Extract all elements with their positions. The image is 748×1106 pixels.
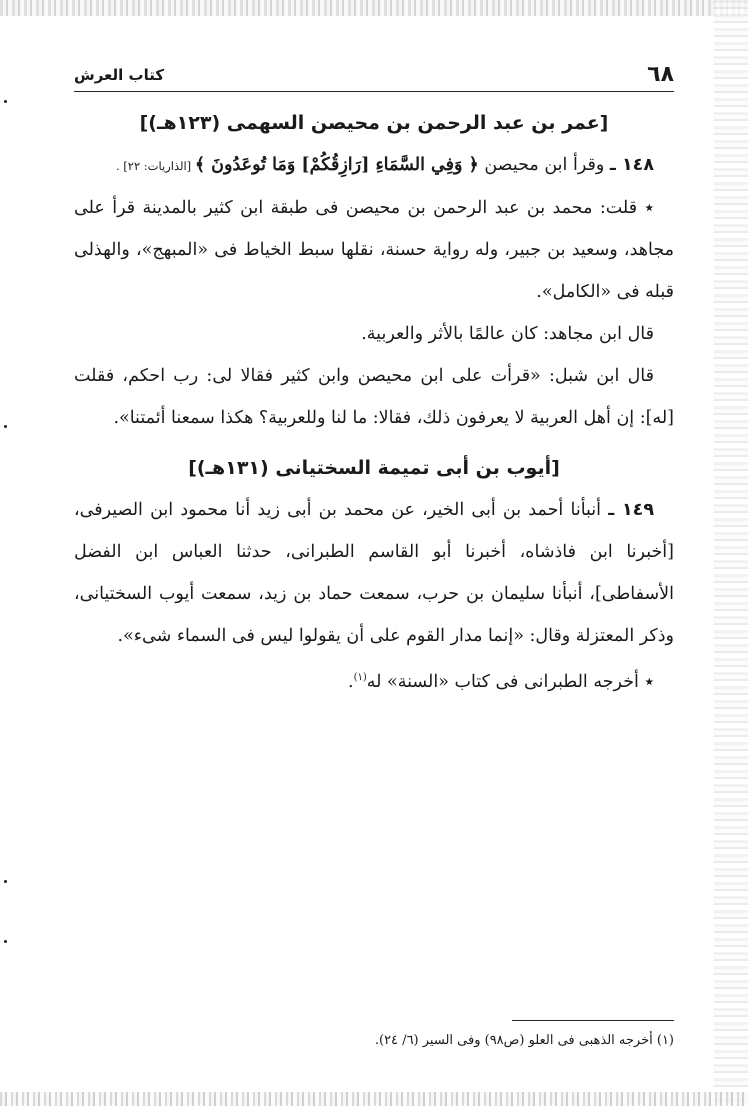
paragraph-text: أنبأنا أحمد بن أبى الخير، عن محمد بن أبى زيد أنا محمود ابن الصيرفى، [أخبرنا ابن فاذشاه، أخبرنا أبو القاسم الطبرانى، حدثنا العباس ابن الفضل الأسفاطى]، أنبأنا سليمان بن حرب، سمعت حماد بن زيد، سمعت أيوب السختيانى، وذكر المعتزلة وقال: «إنما مدار القوم على أن يقولوا ليس فى السماء شىء». [74, 500, 674, 646]
scan-speck [4, 940, 7, 943]
paragraph: ٭ قلت: محمد بن عبد الرحمن بن محيصن فى طبقة ابن كثير بالمدينة قرأ على مجاهد، وسعيد بن جبير، وله رواية حسنة، نقلها سبط الخياط فى «المبهج»، والهذلى قبله فى «الكامل». [74, 198, 674, 302]
scan-border-bottom [0, 1092, 748, 1106]
scan-border-right [714, 0, 748, 1106]
footnote-rule [512, 1020, 674, 1021]
running-title: كتاب العرش [74, 66, 165, 84]
scan-speck [4, 425, 7, 428]
numbered-paragraph [74, 489, 674, 657]
header-rule [74, 91, 674, 92]
section-title: [عمر بن عبد الرحمن بن محيصن السهمى (١٢٣هـ)] [139, 112, 609, 134]
book-page [74, 58, 674, 703]
page-number: ٦٨ [647, 62, 674, 87]
quran-verse: ﴿ وَفِي السَّمَاءِ [رَازِقُكُمْ] وَمَا تُوعَدُونَ ﴾ [194, 155, 479, 175]
section-title: [أيوب بن أبى تميمة السختيانى (١٣١هـ)] [188, 457, 560, 479]
entry-number: ١٤٩ ـ [608, 500, 654, 520]
paragraph: قال ابن مجاهد: كان عالمًا بالأثر والعربية. [361, 324, 654, 344]
scan-border-top [0, 0, 748, 16]
numbered-paragraph [74, 144, 674, 187]
scan-speck [4, 100, 7, 103]
footnote: (١) أخرجه الذهبى فى العلو (ص٩٨) وفى السير (٦/ ٢٤). [374, 1033, 674, 1048]
entry-number: ١٤٨ ـ [609, 155, 654, 175]
paragraph [74, 657, 674, 703]
footnote-marker[interactable]: (١) [353, 672, 367, 683]
paragraph-text: وقرأ ابن محيصن [478, 155, 610, 175]
scan-speck [4, 880, 7, 883]
paragraph: قال ابن شبل: «قرأت على ابن محيصن وابن كثير فقالا لى: رب احكم، فقلت [له]: إن أهل العربية لا يعرفون ذلك، فقالا: ما لنا وللعربية؟ هكذا سمعنا أئمتنا». [74, 366, 674, 428]
paragraph-text: ٭ أخرجه الطبرانى فى كتاب «السنة» له [366, 671, 654, 692]
paragraph-end: . [348, 671, 354, 692]
page-header [74, 58, 674, 94]
verse-reference: [الذاريات: ٢٢] . [115, 159, 195, 173]
